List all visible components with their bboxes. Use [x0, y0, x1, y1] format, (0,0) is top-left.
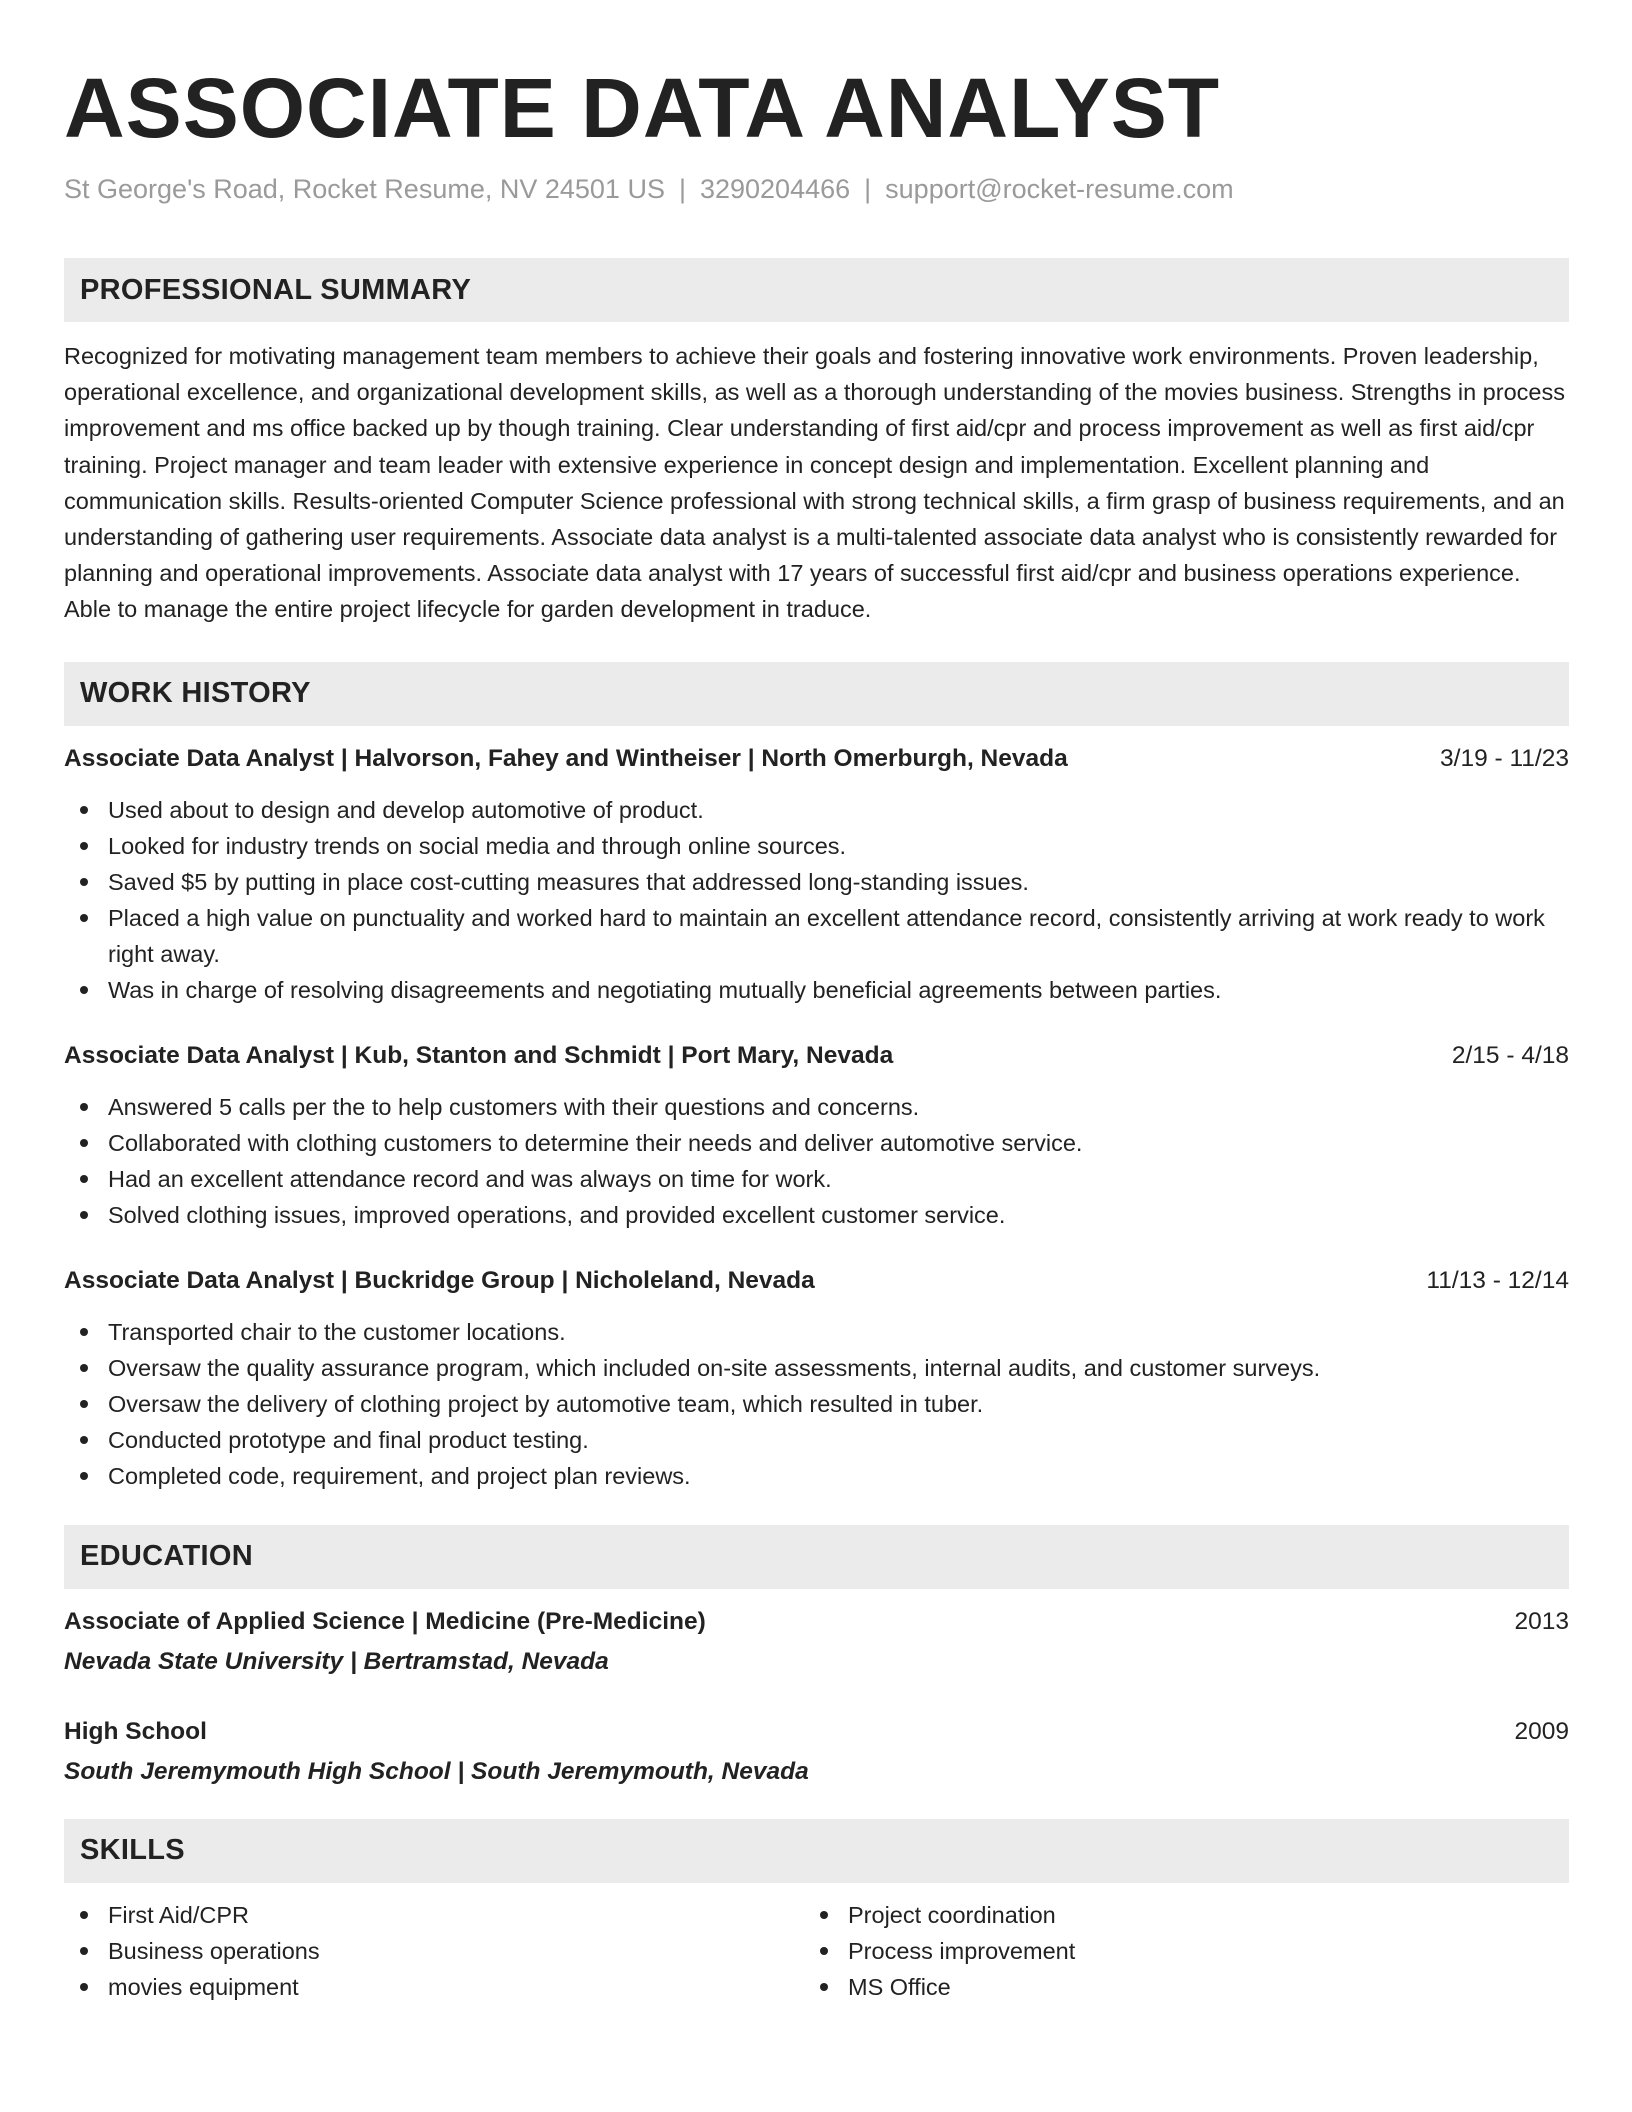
skill-item: Project coordination	[804, 1897, 1544, 1933]
education-entry	[64, 1605, 1569, 1679]
job-header	[64, 742, 1569, 776]
summary-text: Recognized for motivating management team members to achieve their goals and fostering innovative work environments. Proven leadership, operational excellence, and organizational development skills, as well as a thorough understanding of the movies business. Strengths in process improvement and ms office backed up by though training. Clear understanding of first aid/cpr and process improvement as well as first aid/cpr training. Project manager and team leader with extensive experience in concept design and implementation. Excellent planning and communication skills. Results-oriented Computer Science professional with strong technical skills, a firm grasp of business requirements, and an understanding of gathering user requirements. Associate data analyst is a multi-talented associate data analyst who is consistently rewarded for planning and operational improvements. Associate data analyst with 17 years of successful first aid/cpr and business operations experience. Able to manage the entire project lifecycle for garden development in traduce.	[64, 343, 1565, 623]
contact-address: St George's Road, Rocket Resume, NV 24501 US	[64, 174, 665, 204]
education-school: Nevada State University | Bertramstad, Nevada	[64, 1647, 609, 1675]
job-header	[64, 1264, 1569, 1298]
job-bullet: Oversaw the delivery of clothing project by automotive team, which resulted in tuber.	[64, 1386, 1569, 1422]
skills-list	[64, 1897, 804, 2005]
skill-item: First Aid/CPR	[64, 1897, 804, 1933]
job-bullet-list	[64, 1314, 1569, 1494]
education-school: South Jeremymouth High School | South Jeremymouth, Nevada	[64, 1757, 809, 1785]
skill-item: Business operations	[64, 1933, 804, 1969]
education-year: 2009	[1514, 1717, 1569, 1745]
skill-item: Process improvement	[804, 1933, 1544, 1969]
summary-heading: PROFESSIONAL SUMMARY	[64, 258, 1569, 322]
candidate-name: ASSOCIATE DATA ANALYST	[64, 61, 1221, 155]
skills-heading: SKILLS	[64, 1819, 1569, 1883]
job-bullet: Looked for industry trends on social media and through online sources.	[64, 828, 1569, 864]
job-title: Associate Data Analyst | Buckridge Group | Nicholeland, Nevada	[64, 1266, 815, 1294]
education-entry	[64, 1715, 1569, 1789]
job-dates: 2/15 - 4/18	[1451, 1041, 1569, 1069]
contact-separator: |	[864, 174, 872, 204]
job-bullet: Saved $5 by putting in place cost-cutting measures that addressed long-standing issues.	[64, 864, 1569, 900]
job-bullet: Used about to design and develop automotive of product.	[64, 792, 1569, 828]
job-bullet: Was in charge of resolving disagreements and negotiating mutually beneficial agreements between parties.	[64, 972, 1569, 1008]
skills-list	[804, 1897, 1544, 2005]
job-dates: 11/13 - 12/14	[1426, 1266, 1569, 1294]
education-degree: Associate of Applied Science | Medicine (Pre-Medicine)	[64, 1607, 706, 1635]
skills-grid	[64, 1897, 1569, 2005]
job-bullet: Placed a high value on punctuality and worked hard to maintain an excellent attendance record, consistently arriving at work ready to work right away.	[64, 900, 1569, 972]
job-title: Associate Data Analyst | Halvorson, Fahey and Wintheiser | North Omerburgh, Nevada	[64, 744, 1068, 772]
job-title: Associate Data Analyst | Kub, Stanton and Schmidt | Port Mary, Nevada	[64, 1041, 894, 1069]
contact-line	[64, 172, 1569, 206]
skills-column-right	[804, 1897, 1544, 2005]
job-entry	[64, 1039, 1569, 1233]
skill-item: movies equipment	[64, 1969, 804, 2005]
job-bullet-list	[64, 1089, 1569, 1233]
work-history-heading: WORK HISTORY	[64, 662, 1569, 726]
job-bullet: Solved clothing issues, improved operations, and provided excellent customer service.	[64, 1197, 1569, 1233]
job-bullet: Oversaw the quality assurance program, which included on-site assessments, internal audits, and customer surveys.	[64, 1350, 1569, 1386]
skills-column-left	[64, 1897, 804, 2005]
job-bullet-list	[64, 792, 1569, 1008]
job-entry	[64, 742, 1569, 1008]
job-header	[64, 1039, 1569, 1073]
contact-phone: 3290204466	[699, 174, 851, 204]
education-year: 2013	[1514, 1607, 1569, 1635]
education-heading: EDUCATION	[64, 1525, 1569, 1589]
job-dates: 3/19 - 11/23	[1440, 744, 1569, 772]
job-bullet: Collaborated with clothing customers to determine their needs and deliver automotive service.	[64, 1125, 1569, 1161]
skill-item: MS Office	[804, 1969, 1544, 2005]
contact-separator: |	[678, 174, 686, 204]
contact-email: support@rocket-resume.com	[885, 174, 1234, 204]
job-bullet: Conducted prototype and final product testing.	[64, 1422, 1569, 1458]
job-bullet: Had an excellent attendance record and was always on time for work.	[64, 1161, 1569, 1197]
education-degree: High School	[64, 1717, 207, 1745]
education-header	[64, 1605, 1569, 1639]
education-header	[64, 1715, 1569, 1749]
job-bullet: Transported chair to the customer locations.	[64, 1314, 1569, 1350]
job-bullet: Answered 5 calls per the to help customers with their questions and concerns.	[64, 1089, 1569, 1125]
job-entry	[64, 1264, 1569, 1494]
job-bullet: Completed code, requirement, and project plan reviews.	[64, 1458, 1569, 1494]
